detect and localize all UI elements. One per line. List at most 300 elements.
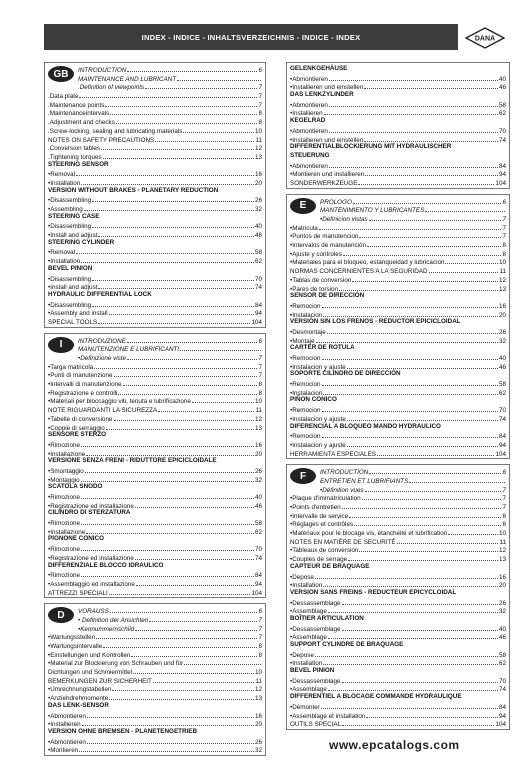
entry-title: SCATOLA SNODO (48, 483, 103, 491)
entry-title: KEGELRAD (290, 117, 326, 125)
entry-title: ENTRETIEN ET LUBRIFIANTS (320, 477, 409, 485)
toc-heading[interactable] (290, 370, 506, 379)
toc-heading[interactable] (290, 641, 506, 650)
toc-heading[interactable] (290, 589, 506, 598)
entry-title: •Install and adjust (48, 284, 98, 292)
toc-entry[interactable] (48, 466, 262, 475)
toc-entry[interactable] (290, 598, 506, 607)
page-number: 6 (258, 608, 262, 616)
toc-entry[interactable] (290, 719, 506, 728)
entry-title: NOTES ON SAFETY PRECAUTIONS (48, 136, 155, 144)
entry-title: •Instalacion (290, 311, 323, 319)
dot-leader (322, 405, 498, 412)
toc-entry[interactable] (48, 440, 262, 449)
toc-entry[interactable] (290, 135, 506, 144)
entry-title: CARTER DE ROTULA (290, 344, 355, 352)
page-number: 11 (255, 677, 262, 685)
dot-leader (81, 544, 254, 551)
entry-title: STEERING CYLINDER (48, 238, 115, 246)
toc-entry[interactable] (290, 284, 506, 293)
dot-leader (155, 135, 254, 142)
toc-heading[interactable] (290, 423, 506, 432)
dot-leader (180, 344, 261, 351)
dot-leader (359, 231, 501, 238)
entry-title: •Instalacion y ajuste (290, 415, 346, 423)
toc-entry[interactable] (290, 449, 506, 458)
toc-entry[interactable] (48, 100, 262, 109)
toc-section (44, 603, 266, 756)
toc-entry[interactable] (48, 579, 262, 588)
dot-leader (94, 362, 257, 369)
toc-heading[interactable] (290, 318, 506, 327)
entry-title: •Dessassemblage (290, 599, 341, 607)
dot-leader (109, 308, 254, 315)
toc-entry[interactable] (48, 344, 262, 353)
dot-leader (319, 223, 502, 230)
page-number: 32 (498, 608, 506, 616)
entry-title: PIÑON CONICO (290, 396, 337, 404)
toc-entry[interactable] (290, 502, 506, 511)
entry-title: •Réglages et contrôles (290, 521, 354, 529)
page-number: 7 (258, 372, 262, 380)
entry-title: VERSION WITHOUT BRAKES - PLANETARY REDUCTION (48, 186, 219, 194)
toc-entry[interactable] (48, 449, 262, 458)
language-badge: GB (48, 66, 74, 82)
toc-heading[interactable] (290, 117, 506, 126)
toc-heading[interactable] (48, 509, 262, 518)
toc-entry[interactable] (290, 178, 506, 187)
toc-entry[interactable] (48, 658, 262, 667)
toc-entry[interactable] (290, 414, 506, 423)
dot-leader (342, 719, 494, 726)
toc-entry[interactable] (48, 117, 262, 126)
dot-leader (81, 475, 254, 482)
page-number: 40 (498, 75, 506, 83)
toc-entry[interactable] (48, 518, 262, 527)
entry-title: DIFFERENZIALE BLOCCO IDRAULICO (48, 561, 164, 569)
toc-entry[interactable] (48, 641, 262, 650)
toc-entry[interactable] (48, 247, 262, 256)
toc-entry[interactable] (48, 195, 262, 204)
language-badge: D (48, 607, 74, 623)
toc-entry[interactable] (290, 650, 506, 659)
toc-entry[interactable] (290, 223, 506, 232)
toc-entry[interactable] (290, 467, 506, 476)
toc-entry[interactable] (290, 676, 506, 685)
toc-heading[interactable] (290, 65, 506, 74)
toc-entry[interactable] (48, 91, 262, 100)
toc-heading[interactable] (290, 152, 506, 161)
page-number: 104 (251, 318, 262, 326)
toc-entry[interactable] (290, 353, 506, 362)
entry-title: HYDRAULIC DIFFERENTIAL LOCK (48, 290, 152, 298)
toc-entry[interactable] (290, 519, 506, 528)
dot-leader (92, 300, 254, 307)
dot-leader (118, 388, 257, 395)
toc-entry[interactable] (290, 702, 506, 711)
toc-entry[interactable] (290, 580, 506, 589)
toc-entry[interactable] (48, 300, 262, 309)
toc-entry[interactable] (48, 308, 262, 317)
entry-title: DAS LENKZYLINDER (290, 91, 354, 99)
page-number: 8 (258, 651, 262, 659)
entry-title: •Intervalos de manutención (290, 242, 367, 250)
dot-leader (347, 362, 498, 369)
toc-entry[interactable] (48, 624, 262, 633)
entry-title: •Installation (290, 582, 323, 590)
toc-entry[interactable] (48, 745, 262, 754)
toc-entry[interactable] (48, 282, 262, 291)
toc-entry[interactable] (290, 108, 506, 117)
toc-entry[interactable] (48, 362, 262, 371)
toc-heading[interactable] (290, 693, 506, 702)
entry-title: •Montaje (290, 337, 315, 345)
toc-entry[interactable] (290, 624, 506, 633)
toc-entry[interactable] (48, 388, 262, 397)
toc-entry[interactable] (290, 572, 506, 581)
dot-leader (352, 275, 498, 282)
page-number: 62 (254, 528, 262, 536)
toc-entry[interactable] (48, 737, 262, 746)
entry-title: .Data plate (48, 93, 79, 101)
toc-entry[interactable] (48, 370, 262, 379)
toc-entry[interactable] (290, 606, 506, 615)
dot-leader (342, 502, 502, 509)
dot-leader (448, 528, 498, 535)
entry-title: •Montaggio (48, 476, 80, 484)
page-number: 7 (258, 363, 262, 371)
entry-title: •Couples de serrage (290, 556, 348, 564)
toc-entry[interactable] (48, 615, 262, 624)
toc-heading[interactable] (290, 667, 506, 676)
page-number: 62 (498, 660, 506, 668)
toc-entry[interactable] (290, 440, 506, 449)
toc-entry[interactable] (48, 570, 262, 579)
dot-leader (348, 554, 498, 561)
toc-entry[interactable] (48, 492, 262, 501)
dot-leader (127, 353, 257, 360)
toc-heading[interactable] (290, 344, 506, 353)
toc-entry[interactable] (290, 554, 506, 563)
dot-leader (114, 370, 258, 377)
toc-entry[interactable] (290, 310, 506, 319)
page-number: 7 (502, 224, 506, 232)
dot-leader (123, 379, 258, 386)
toc-entry[interactable] (290, 214, 506, 223)
dot-leader (183, 126, 254, 133)
toc-entry[interactable] (48, 126, 262, 135)
entry-title: •Abmontieren (48, 712, 86, 720)
entry-title: VERSION SANS FREINS - REDUCTEUR EPICYCLOIDAL (290, 588, 457, 596)
toc-entry[interactable] (290, 169, 506, 178)
toc-entry[interactable] (48, 169, 262, 178)
toc-entry[interactable] (290, 485, 506, 494)
entry-title: •Intervalli di manutenzione (48, 381, 122, 389)
toc-entry[interactable] (48, 353, 262, 362)
toc-entry[interactable] (290, 545, 506, 554)
toc-entry[interactable] (48, 650, 262, 659)
toc-entry[interactable] (48, 405, 262, 414)
dot-leader (364, 135, 498, 142)
entry-title: •Assemblage (290, 686, 327, 694)
toc-entry[interactable] (290, 537, 506, 546)
page-number: 20 (254, 179, 262, 187)
page-number: 58 (498, 381, 506, 389)
toc-entry[interactable] (48, 336, 262, 345)
toc-heading[interactable] (48, 702, 262, 711)
toc-heading[interactable] (48, 483, 262, 492)
entry-title: •Wartungsintervalle (48, 643, 103, 650)
entry-title: VERSIONE SENZA FRENI - RIDUTTORE EPICICLOIDALE (48, 457, 217, 465)
toc-entry[interactable] (290, 74, 506, 83)
entry-title: •Définition vues (320, 486, 364, 494)
dot-leader (145, 82, 257, 89)
dot-leader (158, 405, 254, 412)
toc-entry[interactable] (48, 135, 262, 144)
toc-entry[interactable] (290, 431, 506, 440)
toc-entry[interactable] (290, 257, 506, 266)
toc-entry[interactable] (290, 161, 506, 170)
toc-entry[interactable] (48, 632, 262, 641)
page-number: 26 (254, 467, 262, 475)
dot-leader (81, 492, 254, 499)
entry-title: •Installieren (290, 110, 323, 118)
toc-entry[interactable] (290, 658, 506, 667)
page-number: 8 (258, 119, 262, 127)
toc-entry[interactable] (48, 693, 262, 702)
toc-entry[interactable] (290, 266, 506, 275)
toc-heading[interactable] (48, 239, 262, 248)
toc-heading[interactable] (48, 457, 262, 466)
toc-entry[interactable] (48, 204, 262, 213)
toc-entry[interactable] (290, 336, 506, 345)
toc-entry[interactable] (48, 527, 262, 536)
page-number: 7 (258, 355, 262, 362)
toc-heading[interactable] (48, 431, 262, 440)
entry-title: •Dessassemblage (290, 677, 341, 685)
page-number: 32 (254, 476, 262, 484)
page-number: 11 (255, 136, 262, 144)
toc-entry[interactable] (290, 511, 506, 520)
toc-heading[interactable] (48, 562, 262, 571)
toc-entry[interactable] (48, 588, 262, 597)
toc-entry[interactable] (290, 82, 506, 91)
toc-entry[interactable] (48, 606, 262, 615)
entry-title: •Rimozione (48, 441, 80, 449)
entry-title: •Desmontaje (290, 328, 326, 336)
toc-entry[interactable] (48, 667, 262, 676)
entry-title: •Assemblaggio ed installazione (48, 580, 135, 588)
toc-entry[interactable] (48, 65, 262, 74)
entry-title: BEMERKUNGEN ZUR SICHERHEIT (48, 677, 152, 685)
entry-title: •Matricula (290, 224, 318, 232)
toc-entry[interactable] (290, 493, 506, 502)
entry-title: •Instalacion (290, 389, 323, 397)
dot-leader (116, 117, 258, 124)
toc-entry[interactable] (48, 544, 262, 553)
entry-title: •Installieren und einstellen (290, 84, 364, 92)
entry-title: BEVEL PINION (290, 667, 335, 675)
dot-leader (367, 240, 501, 247)
page-number: 94 (498, 171, 506, 179)
page-number: 8 (258, 389, 262, 397)
toc-entry[interactable] (290, 275, 506, 284)
toc-entry[interactable] (48, 152, 262, 161)
page-number: 32 (498, 337, 506, 345)
dot-leader (377, 449, 495, 456)
entry-title: •Rimozione (48, 520, 80, 528)
page-number: 74 (498, 136, 506, 144)
dot-leader (110, 108, 257, 115)
entry-title: •Assembly and install (48, 310, 108, 318)
toc-heading[interactable] (48, 728, 262, 737)
toc-entry[interactable] (290, 126, 506, 135)
entry-title: •Depose (290, 651, 314, 659)
entry-title: •Rimozione (48, 546, 80, 554)
toc-entry[interactable] (48, 423, 262, 432)
toc-entry[interactable] (48, 711, 262, 720)
page-number: 7 (258, 616, 262, 624)
toc-heading[interactable] (48, 161, 262, 170)
toc-entry[interactable] (48, 501, 262, 510)
toc-section (44, 333, 266, 599)
entry-title: BOÎTIER ARTICULATION (290, 614, 364, 622)
toc-section (286, 194, 510, 460)
dot-leader (103, 152, 254, 159)
toc-entry[interactable] (48, 317, 262, 326)
page-number: 7 (258, 93, 262, 101)
entry-title: STEERING SENSOR (48, 160, 109, 168)
toc-heading[interactable] (48, 213, 262, 222)
toc-heading[interactable] (48, 265, 262, 274)
page-number: 11 (499, 538, 506, 546)
entry-title: •Disassembling (48, 197, 92, 205)
toc-entry[interactable] (290, 528, 506, 537)
dot-leader (397, 537, 499, 544)
dot-leader (81, 256, 254, 263)
dot-leader (106, 423, 254, 430)
toc-entry[interactable] (48, 108, 262, 117)
toc-entry[interactable] (48, 256, 262, 265)
toc-entry[interactable] (48, 274, 262, 283)
toc-entry[interactable] (290, 249, 506, 258)
page-number: 58 (254, 520, 262, 528)
page-number: 32 (254, 206, 262, 213)
entry-title: NOTES EN MATIÈRE DE SECURITÉ (290, 538, 396, 546)
dot-leader (92, 195, 254, 202)
page-number: 7 (502, 216, 506, 223)
entry-title: VORAUSS (78, 608, 109, 616)
dot-leader (76, 169, 254, 176)
toc-heading[interactable] (290, 91, 506, 100)
language-badge: E (290, 198, 316, 214)
toc-entry[interactable] (48, 143, 262, 152)
toc-entry[interactable] (290, 100, 506, 109)
toc-entry[interactable] (48, 230, 262, 239)
toc-entry[interactable] (290, 231, 506, 240)
toc-heading[interactable] (290, 563, 506, 572)
entry-title: •Abmontieren (48, 738, 86, 746)
toc-entry[interactable] (290, 240, 506, 249)
toc-entry[interactable] (48, 676, 262, 685)
toc-heading[interactable] (290, 396, 506, 405)
dot-leader (329, 74, 498, 81)
dot-leader (149, 615, 257, 622)
page-number: 20 (498, 311, 506, 319)
toc-entry[interactable] (290, 197, 506, 206)
page-number: 7 (502, 495, 506, 503)
entry-title: •Installazione (48, 528, 86, 536)
entry-title: •Assemblage (290, 634, 327, 642)
entry-title: •Remocion (290, 433, 321, 441)
page-number: 40 (498, 355, 506, 362)
page-number: 104 (495, 179, 506, 187)
entry-title: •Tableaux de conversion (290, 547, 359, 555)
toc-entry[interactable] (290, 205, 506, 214)
entry-title: •Wartungsstellen (48, 634, 96, 642)
entry-title: •Assemblage et installation (290, 712, 366, 720)
toc-entry[interactable] (48, 221, 262, 230)
toc-heading[interactable] (290, 143, 506, 152)
toc-entry[interactable] (290, 327, 506, 336)
page-number: 12 (254, 415, 262, 423)
dot-leader (96, 632, 257, 639)
toc-entry[interactable] (48, 553, 262, 562)
toc-entry[interactable] (290, 711, 506, 720)
toc-entry[interactable] (290, 379, 506, 388)
toc-entry[interactable] (290, 301, 506, 310)
dot-leader (315, 572, 498, 579)
toc-entry[interactable] (48, 414, 262, 423)
toc-heading[interactable] (290, 292, 506, 301)
toc-entry[interactable] (48, 82, 262, 91)
entry-title: .Definition of viewpoints (78, 84, 145, 92)
toc-heading[interactable] (290, 615, 506, 624)
entry-title: SOPORTE CILINDRO DE DIRECCIÓN (290, 370, 401, 378)
language-badge: F (290, 468, 316, 484)
page-number: 13 (498, 285, 506, 293)
page-number: 94 (254, 310, 262, 318)
language-badge: I (48, 337, 74, 353)
toc-entry[interactable] (48, 475, 262, 484)
toc-entry[interactable] (290, 405, 506, 414)
toc-entry[interactable] (290, 632, 506, 641)
entry-title: •Dessassemblage (290, 625, 341, 633)
toc-entry[interactable] (290, 684, 506, 693)
toc-entry[interactable] (290, 476, 506, 485)
entry-title: PIGNONE CONICO (48, 535, 104, 543)
dot-leader (109, 588, 251, 595)
toc-entry[interactable] (48, 178, 262, 187)
toc-entry[interactable] (48, 379, 262, 388)
toc-entry[interactable] (48, 396, 262, 405)
toc-heading[interactable] (48, 291, 262, 300)
toc-heading[interactable] (48, 187, 262, 196)
dot-leader (328, 606, 498, 613)
page-number: 70 (254, 546, 262, 554)
toc-entry[interactable] (48, 684, 262, 693)
dot-leader (353, 197, 502, 204)
page-number: 74 (498, 686, 506, 694)
toc-entry[interactable] (48, 719, 262, 728)
dot-leader (153, 676, 255, 683)
page-number: 46 (498, 634, 506, 642)
dot-leader (316, 336, 498, 343)
entry-title: •Remocion (290, 302, 321, 310)
toc-section (44, 62, 266, 328)
toc-entry[interactable] (48, 74, 262, 83)
toc-heading[interactable] (48, 535, 262, 544)
